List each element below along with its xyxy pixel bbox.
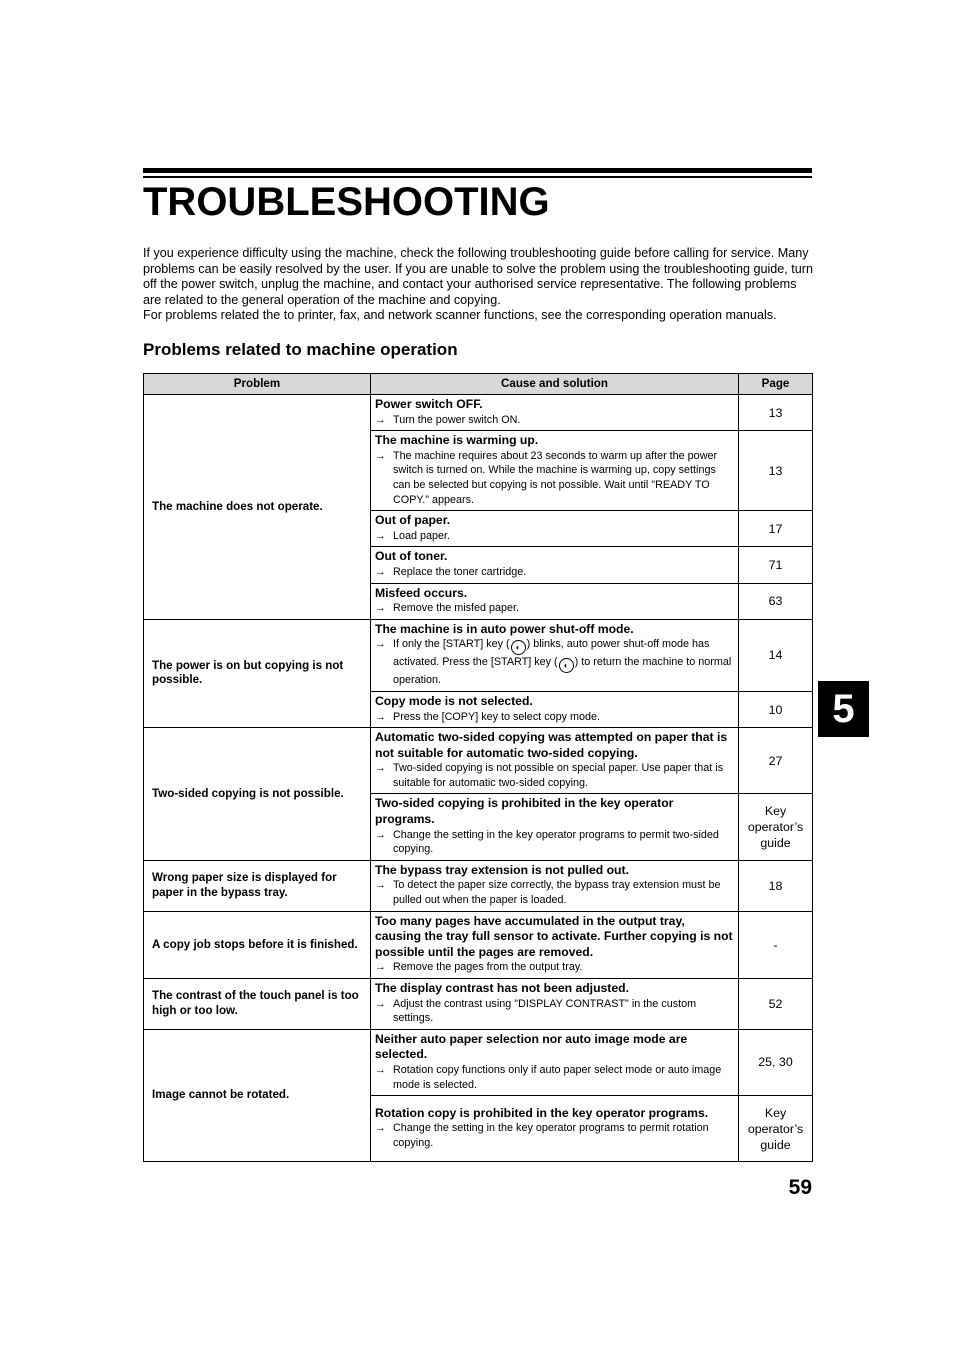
solution [375,637,734,688]
cause-title: Too many pages have accumulated in the output tray, causing the tray full sensor to activate. Further copying is not possible until the pages are removed. [375,913,733,959]
title-rule-thick [143,168,812,173]
solution [375,529,734,544]
page-ref: 13 [739,431,813,511]
cause-title: Copy mode is not selected. [375,693,533,708]
cause-title: Misfeed occurs. [375,585,468,600]
arrow-icon: → [375,1063,386,1076]
page-ref: 71 [739,547,813,583]
cause-title: Out of paper. [375,513,451,528]
arrow-icon: → [375,602,386,615]
table-header-row [144,374,813,395]
cause-cell [371,691,739,727]
table-row [144,728,813,794]
header-page: Page [739,374,813,395]
page-number: 59 [788,1176,812,1199]
solution-text: Adjust the contrast using "DISPLAY CONTRAST" in the custom settings. [393,997,697,1025]
solution [375,449,734,507]
cause-cell [371,431,739,511]
page-ref: 14 [739,619,813,691]
solution-text [393,637,734,688]
cause-cell [371,728,739,794]
cause-title: The machine is in auto power shut-off mode. [375,621,634,636]
table-row [144,860,813,911]
page-ref: Key operator’s guide [739,1096,813,1162]
problem-cell: Two-sided copying is not possible. [144,728,371,861]
start-key-icon: ◐ [559,658,574,673]
solution [375,828,734,857]
intro-text [143,246,815,324]
solution-text-part: ) to return the machine to normal operation. [393,656,732,687]
solution-text: Replace the toner cartridge. [393,565,527,578]
arrow-icon: → [375,710,386,723]
cause-title: Automatic two-sided copying was attempted on paper that is not suitable for automatic two-sided copying. [375,730,728,760]
table-row [144,395,813,431]
arrow-icon: → [375,828,386,841]
table-row [144,979,813,1030]
page-ref: 18 [739,860,813,911]
header-problem: Problem [144,374,371,395]
cause-cell [371,1029,739,1095]
page-ref: 63 [739,583,813,619]
page-ref: 52 [739,979,813,1030]
problem-cell: Image cannot be rotated. [144,1029,371,1161]
solution [375,997,734,1026]
arrow-icon: → [375,638,386,651]
solution-text-part: ) blinks, auto power shut-off mode has activated. Press the [START] key ( [393,638,710,669]
solution [375,413,734,428]
arrow-icon: → [375,449,386,462]
section-subtitle: Problems related to machine operation [143,340,458,359]
cause-cell [371,794,739,860]
page-ref: 13 [739,395,813,431]
troubleshooting-table [143,373,813,1162]
page-ref: 25, 30 [739,1029,813,1095]
solution [375,1121,734,1150]
cause-title: Two-sided copying is prohibited in the key operator programs. [375,796,674,827]
solution-text-part: If only the [START] key ( [393,638,510,651]
arrow-icon: → [375,961,386,974]
intro-paragraph-1: If you experience difficulty using the machine, check the following troubleshooting guide before calling for service. Many problems can be easily resolved by the user. If you are unable to solve the problem using the troubleshooting guide, turn off the power switch, unplug the machine, and contact your authorised service representative. The following problems are related to the general operation of the machine and copying. [143,246,813,307]
solution-text: Turn the power switch ON. [393,413,521,426]
start-key-icon: ◐ [511,640,526,655]
problem-cell: A copy job stops before it is finished. [144,911,371,978]
solution-text: Rotation copy functions only if auto paper select mode or auto image mode is selected. [393,1063,722,1091]
arrow-icon: → [375,413,386,426]
table-row [144,911,813,978]
solution-text: The machine requires about 23 seconds to warm up after the power switch is turned on. While the machine is warming up, copy settings can be selected but copying is not possible. Wait until "READY TO COPY." appears. [393,449,718,506]
page-ref: 10 [739,691,813,727]
chapter-tab: 5 [818,681,869,737]
header-cause: Cause and solution [371,374,739,395]
cause-title: Power switch OFF. [375,397,483,411]
page-title: TROUBLESHOOTING [143,180,550,224]
arrow-icon: → [375,879,386,892]
intro-paragraph-2: For problems related the to printer, fax, and network scanner functions, see the corresponding operation manuals. [143,308,777,323]
problem-cell: The power is on but copying is not possible. [144,619,371,727]
arrow-icon: → [375,1122,386,1135]
cause-cell [371,860,739,911]
solution [375,1063,734,1092]
cause-title: The display contrast has not been adjusted. [375,981,629,995]
problem-cell: The contrast of the touch panel is too high or too low. [144,979,371,1030]
cause-cell [371,511,739,547]
solution-text: To detect the paper size correctly, the bypass tray extension must be pulled out when the paper is loaded. [393,879,721,907]
page-ref: Key operator’s guide [739,794,813,860]
solution-text: Load paper. [393,529,451,542]
solution [375,960,734,975]
solution [375,878,734,907]
page-ref: - [739,911,813,978]
solution-text: Remove the pages from the output tray. [393,961,583,974]
table-row [144,619,813,691]
cause-title: Rotation copy is prohibited in the key operator programs. [375,1105,709,1120]
solution [375,565,734,580]
solution [375,710,734,725]
cause-cell [371,583,739,619]
arrow-icon: → [375,529,386,542]
cause-title: The machine is warming up. [375,433,539,448]
solution-text: Press the [COPY] key to select copy mode. [393,710,601,723]
cause-cell [371,547,739,583]
page-ref: 27 [739,728,813,794]
cause-title: Out of toner. [375,549,448,564]
cause-cell [371,395,739,431]
table-row [144,1029,813,1095]
cause-title: The bypass tray extension is not pulled out. [375,862,629,877]
arrow-icon: → [375,762,386,775]
cause-cell [371,979,739,1030]
problem-cell: The machine does not operate. [144,395,371,620]
arrow-icon: → [375,565,386,578]
solution-text: Change the setting in the key operator programs to permit rotation copying. [393,1122,709,1149]
page-ref: 17 [739,511,813,547]
cause-title: Neither auto paper selection nor auto image mode are selected. [375,1031,688,1062]
solution-text: Remove the misfed paper. [393,602,520,615]
arrow-icon: → [375,997,386,1010]
cause-cell [371,911,739,978]
solution-text: Two-sided copying is not possible on special paper. Use paper that is suitable for automatic two-sided copying. [393,762,724,789]
solution-text: Change the setting in the key operator programs to permit two-sided copying. [393,828,719,856]
problem-cell: Wrong paper size is displayed for paper in the bypass tray. [144,860,371,911]
cause-cell [371,619,739,691]
solution [375,761,734,790]
solution [375,601,734,616]
cause-cell [371,1096,739,1162]
